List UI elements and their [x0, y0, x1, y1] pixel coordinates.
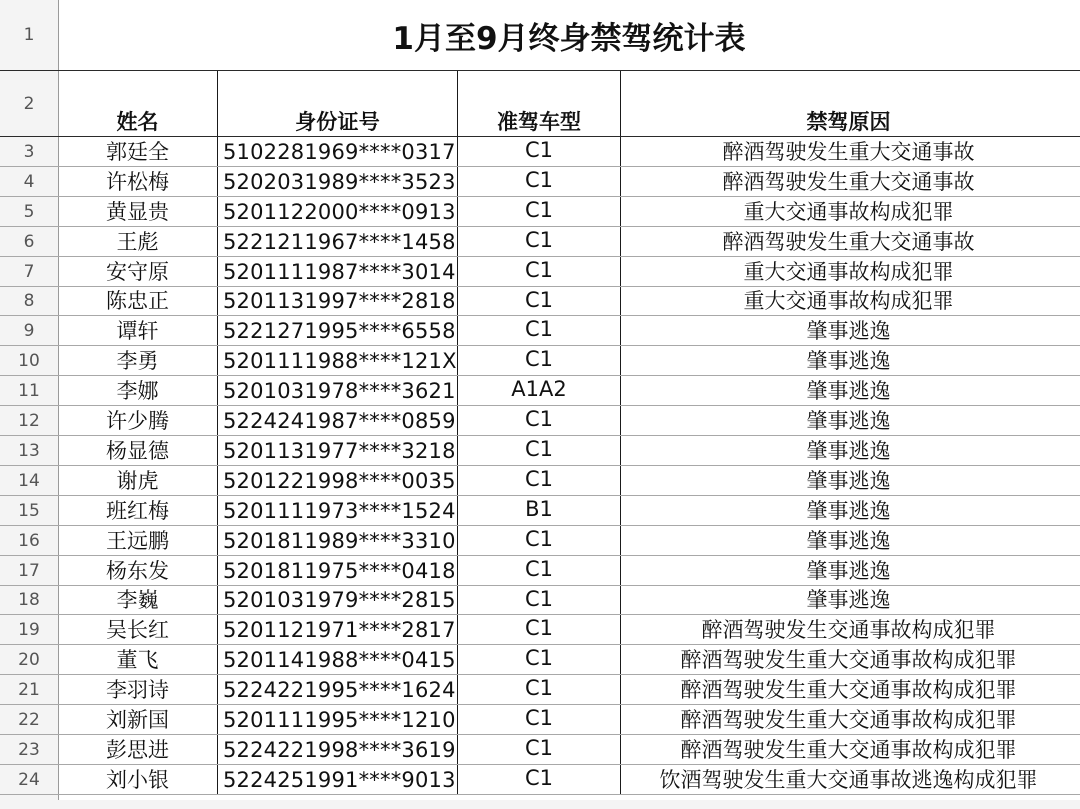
name-cell[interactable]: 陈忠正: [58, 287, 218, 315]
row-number[interactable]: 15: [18, 500, 40, 521]
license-type-cell[interactable]: C1: [458, 466, 621, 495]
row-number[interactable]: 23: [18, 739, 40, 760]
table-row[interactable]: [0, 346, 1080, 376]
name-cell[interactable]: 谭轩: [58, 316, 218, 345]
license-type-cell[interactable]: C1: [458, 287, 621, 315]
table-row[interactable]: [0, 466, 1080, 496]
id-number-cell[interactable]: 5221271995****6558: [218, 316, 458, 345]
header-license-type[interactable]: 准驾车型: [458, 71, 621, 136]
id-number-cell[interactable]: 5201811989****3310: [218, 526, 458, 555]
name-cell[interactable]: 董飞: [58, 645, 218, 674]
row-number[interactable]: 18: [18, 590, 40, 610]
id-number-cell[interactable]: 5221211967****1458: [218, 227, 458, 256]
name-cell[interactable]: 李娜: [58, 376, 218, 405]
header-name[interactable]: 姓名: [58, 71, 218, 136]
row-number[interactable]: 10: [18, 350, 40, 371]
license-type-cell[interactable]: C1: [458, 257, 621, 286]
name-cell[interactable]: 郭廷全: [58, 137, 218, 166]
row-number[interactable]: 3: [23, 141, 35, 162]
sheet-title[interactable]: 1月至9月终身禁驾统计表: [392, 20, 746, 57]
id-number-cell[interactable]: 5201221998****0035: [218, 466, 458, 495]
license-type-cell[interactable]: C1: [458, 167, 621, 196]
ban-reason-cell[interactable]: 醉酒驾驶发生重大交通事故构成犯罪: [680, 678, 1017, 702]
ban-reason-cell[interactable]: 醉酒驾驶发生重大交通事故: [722, 230, 975, 254]
id-number-cell[interactable]: 5201031978****3621: [218, 376, 458, 405]
table-row[interactable]: [0, 436, 1080, 466]
license-type-cell[interactable]: C1: [458, 735, 621, 764]
table-row[interactable]: [0, 227, 1080, 257]
table-row[interactable]: [0, 257, 1080, 287]
license-type-cell[interactable]: C1: [458, 645, 621, 674]
id-number-cell[interactable]: 5102281969****0317: [218, 137, 458, 166]
table-row[interactable]: [0, 765, 1080, 795]
row-number[interactable]: 24: [18, 769, 40, 790]
name-cell[interactable]: 王远鹏: [58, 526, 218, 555]
ban-reason-cell[interactable]: 醉酒驾驶发生重大交通事故构成犯罪: [680, 738, 1017, 762]
ban-reason-cell[interactable]: 醉酒驾驶发生重大交通事故构成犯罪: [680, 648, 1017, 672]
license-type-cell[interactable]: C1: [458, 137, 621, 166]
header-ban-reason[interactable]: 禁驾原因: [806, 110, 891, 134]
id-number-cell[interactable]: 5224221995****1624: [218, 675, 458, 704]
name-cell[interactable]: 安守原: [58, 257, 218, 286]
name-cell[interactable]: 刘小银: [58, 765, 218, 794]
row-number[interactable]: 20: [18, 649, 40, 670]
ban-reason-cell[interactable]: 肇事逃逸: [806, 559, 891, 583]
table-row[interactable]: [0, 137, 1080, 167]
name-cell[interactable]: 杨显德: [58, 436, 218, 465]
license-type-cell[interactable]: C1: [458, 765, 621, 794]
row-number[interactable]: 21: [18, 679, 40, 700]
ban-reason-cell[interactable]: 肇事逃逸: [806, 529, 891, 553]
name-cell[interactable]: 吴长红: [58, 615, 218, 644]
ban-reason-cell[interactable]: 醉酒驾驶发生重大交通事故构成犯罪: [680, 708, 1017, 732]
table-row[interactable]: [0, 615, 1080, 645]
next-row-edge: [0, 800, 1080, 809]
ban-reason-cell[interactable]: 重大交通事故构成犯罪: [743, 260, 954, 284]
name-cell[interactable]: 谢虎: [58, 466, 218, 495]
table-row[interactable]: [0, 735, 1080, 765]
ban-reason-cell[interactable]: 重大交通事故构成犯罪: [743, 200, 954, 224]
table-row[interactable]: [0, 705, 1080, 735]
ban-reason-cell[interactable]: 肇事逃逸: [806, 469, 891, 493]
name-cell[interactable]: 李勇: [58, 346, 218, 375]
license-type-cell[interactable]: C1: [458, 197, 621, 226]
table-row[interactable]: [0, 197, 1080, 227]
id-number-cell[interactable]: 5201131977****3218: [218, 436, 458, 465]
table-row[interactable]: [0, 526, 1080, 556]
table-row[interactable]: [0, 167, 1080, 197]
id-number-cell[interactable]: 5224251991****9013: [218, 765, 458, 794]
name-cell[interactable]: 班红梅: [58, 496, 218, 525]
ban-reason-cell[interactable]: 肇事逃逸: [806, 379, 891, 403]
row-number[interactable]: 14: [18, 470, 40, 491]
row-number[interactable]: 2: [23, 93, 35, 114]
license-type-cell[interactable]: C1: [458, 675, 621, 704]
license-type-cell[interactable]: C1: [458, 615, 621, 644]
id-number-cell[interactable]: 5201131997****2818: [218, 287, 458, 315]
license-type-cell[interactable]: C1: [458, 316, 621, 345]
row-number[interactable]: 6: [23, 231, 35, 252]
id-number-cell[interactable]: 5201811975****0418: [218, 556, 458, 585]
license-type-cell[interactable]: C1: [458, 556, 621, 585]
table-row[interactable]: [0, 406, 1080, 436]
ban-reason-cell[interactable]: 肇事逃逸: [806, 499, 891, 523]
license-type-cell[interactable]: C1: [458, 586, 621, 614]
name-cell[interactable]: 王彪: [58, 227, 218, 256]
name-cell[interactable]: 许少腾: [58, 406, 218, 435]
row-number[interactable]: 17: [18, 560, 40, 581]
row-number[interactable]: 1: [23, 25, 35, 45]
id-number-cell[interactable]: 5201111995****1210: [218, 705, 458, 734]
row-number[interactable]: 5: [23, 201, 35, 222]
table-row[interactable]: [0, 496, 1080, 526]
title-row[interactable]: [0, 0, 1080, 71]
license-type-cell[interactable]: C1: [458, 406, 621, 435]
row-number[interactable]: 13: [18, 440, 40, 461]
id-number-cell[interactable]: 5224241987****0859: [218, 406, 458, 435]
ban-reason-cell[interactable]: 肇事逃逸: [806, 588, 891, 612]
table-row[interactable]: [0, 376, 1080, 406]
table-row[interactable]: [0, 556, 1080, 586]
table-row[interactable]: [0, 586, 1080, 615]
license-type-cell[interactable]: C1: [458, 346, 621, 375]
row-number[interactable]: 9: [23, 320, 35, 341]
table-row[interactable]: [0, 675, 1080, 705]
id-number-cell[interactable]: 5201111987****3014: [218, 257, 458, 286]
id-number-cell[interactable]: 5201031979****2815: [218, 586, 458, 614]
id-number-cell[interactable]: 5202031989****3523: [218, 167, 458, 196]
name-cell[interactable]: 黄显贵: [58, 197, 218, 226]
table-row[interactable]: [0, 287, 1080, 316]
ban-reason-cell[interactable]: 肇事逃逸: [806, 409, 891, 433]
ban-reason-cell[interactable]: 醉酒驾驶发生重大交通事故: [722, 170, 975, 194]
row-number[interactable]: 7: [23, 261, 35, 282]
table-row[interactable]: [0, 316, 1080, 346]
id-number-cell[interactable]: 5201121971****2817: [218, 615, 458, 644]
license-type-cell[interactable]: C1: [458, 526, 621, 555]
license-type-cell[interactable]: B1: [458, 496, 621, 525]
ban-reason-cell[interactable]: 醉酒驾驶发生交通事故构成犯罪: [701, 618, 996, 642]
name-cell[interactable]: 李巍: [58, 586, 218, 614]
id-number-cell[interactable]: 5201122000****0913: [218, 197, 458, 226]
row-number[interactable]: 11: [18, 380, 40, 401]
license-type-cell[interactable]: C1: [458, 436, 621, 465]
license-type-cell[interactable]: C1: [458, 227, 621, 256]
name-cell[interactable]: 彭思进: [58, 735, 218, 764]
row-number[interactable]: 8: [23, 291, 35, 311]
ban-reason-cell[interactable]: 重大交通事故构成犯罪: [743, 289, 954, 313]
ban-reason-cell[interactable]: 醉酒驾驶发生重大交通事故: [722, 140, 975, 164]
id-number-cell[interactable]: 5201141988****0415: [218, 645, 458, 674]
header-row[interactable]: [0, 71, 1080, 137]
row-number[interactable]: 19: [18, 619, 40, 640]
table-row[interactable]: [0, 645, 1080, 675]
name-cell[interactable]: 刘新国: [58, 705, 218, 734]
name-cell[interactable]: 杨东发: [58, 556, 218, 585]
license-type-cell[interactable]: A1A2: [458, 376, 621, 405]
id-number-cell[interactable]: 5201111973****1524: [218, 496, 458, 525]
name-cell[interactable]: 李羽诗: [58, 675, 218, 704]
row-number[interactable]: 4: [23, 171, 35, 192]
ban-reason-cell[interactable]: 肇事逃逸: [806, 349, 891, 373]
row-number[interactable]: 12: [18, 410, 40, 431]
license-type-cell[interactable]: C1: [458, 705, 621, 734]
row-number[interactable]: 22: [18, 709, 40, 730]
id-number-cell[interactable]: 5201111988****121X: [218, 346, 458, 375]
header-id-number[interactable]: 身份证号: [218, 71, 458, 136]
row-number[interactable]: 16: [18, 530, 40, 551]
id-number-cell[interactable]: 5224221998****3619: [218, 735, 458, 764]
ban-reason-cell[interactable]: 肇事逃逸: [806, 319, 891, 343]
ban-reason-cell[interactable]: 饮酒驾驶发生重大交通事故逃逸构成犯罪: [659, 768, 1038, 792]
ban-reason-cell[interactable]: 肇事逃逸: [806, 439, 891, 463]
name-cell[interactable]: 许松梅: [58, 167, 218, 196]
